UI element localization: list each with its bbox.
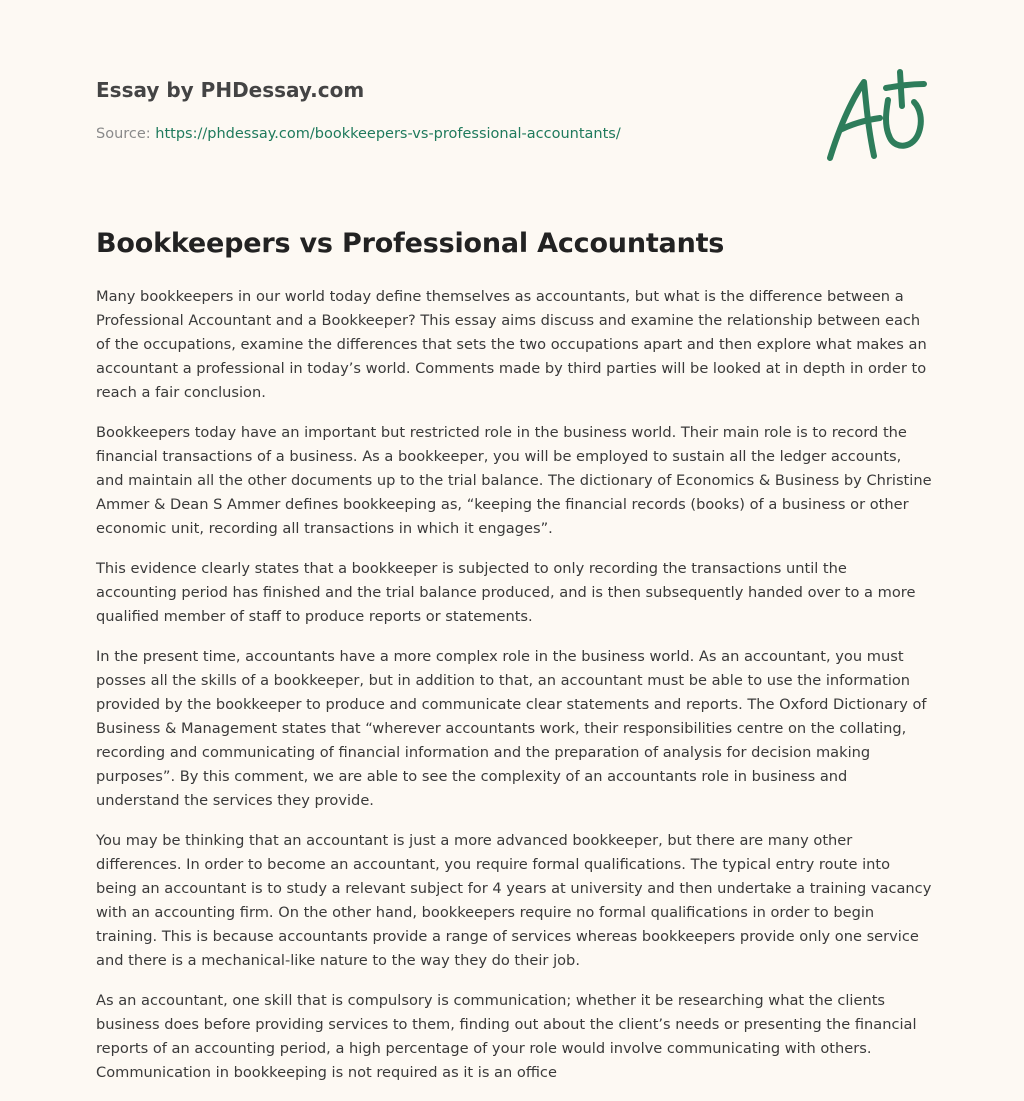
source-line (96, 124, 796, 144)
paragraph: Many bookkeepers in our world today define themselves as accountants, but what is the difference between a Professional Accountant and a Bookkeeper? This essay aims discuss and examine the relationship between each of the occupations, examine the differences that sets the two occupations apart and then explore what makes an accountant a professional in today’s world. Comments made by third parties will be looked at in depth in order to reach a fair conclusion. (96, 288, 927, 401)
paragraph: As an accountant, one skill that is compulsory is communication; whether it be researching what the clients business does before providing services to them, finding out about the client’s needs or presenting the financial reports of an accounting period, a high percentage of your role would involve communicating with others. Communication in bookkeeping is not required as it is an office (96, 992, 917, 1081)
source-link[interactable]: https://phdessay.com/bookkeepers-vs-professional-accountants/ (155, 126, 621, 142)
a-plus-logo-icon (820, 62, 930, 167)
article-title: Bookkeepers vs Professional Accountants (96, 228, 725, 259)
paragraph: In the present time, accountants have a more complex role in the business world. As an accountant, you must posses all the skills of a bookkeeper, but in addition to that, an accountant must be able to use the information provided by the bookkeeper to produce and communicate clear statements and reports. The Oxford Dictionary of Business & Management states that “wherever accountants work, their responsibilities centre on the collating, recording and communicating of financial information and the preparation of analysis for decision making purposes”. By this comment, we are able to see the complexity of an accountants role in business and understand the services they provide. (96, 648, 927, 809)
article-body (96, 285, 932, 1101)
paragraph: Bookkeepers today have an important but restricted role in the business world. Their main role is to record the financial transactions of a business. As a bookkeeper, you will be employed to sustain all the ledger accounts, and maintain all the other documents up to the trial balance. The dictionary of Economics & Business by Christine Ammer & Dean S Ammer defines bookkeeping as, “keeping the financial records (books) of a business or other economic unit, recording all transactions in which it engages”. (96, 424, 932, 537)
source-label: Source: (96, 126, 156, 142)
site-brand: Essay by PHDessay.com (96, 78, 365, 102)
paragraph: This evidence clearly states that a bookkeeper is subjected to only recording the transactions until the accounting period has finished and the trial balance produced, and is then subsequently handed over to a more qualified member of staff to produce reports or statements. (96, 560, 916, 625)
essay-header (96, 74, 796, 144)
paragraph: You may be thinking that an accountant is just a more advanced bookkeeper, but there are many other differences. In order to become an accountant, you require formal qualifications. The typical entry route into being an accountant is to study a relevant subject for 4 years at university and then undertake a training vacancy with an accounting firm. On the other hand, bookkeepers require no formal qualifications in order to begin training. This is because accountants provide a range of services whereas bookkeepers provide only one service and there is a mechanical-like nature to the way they do their job. (96, 832, 932, 969)
